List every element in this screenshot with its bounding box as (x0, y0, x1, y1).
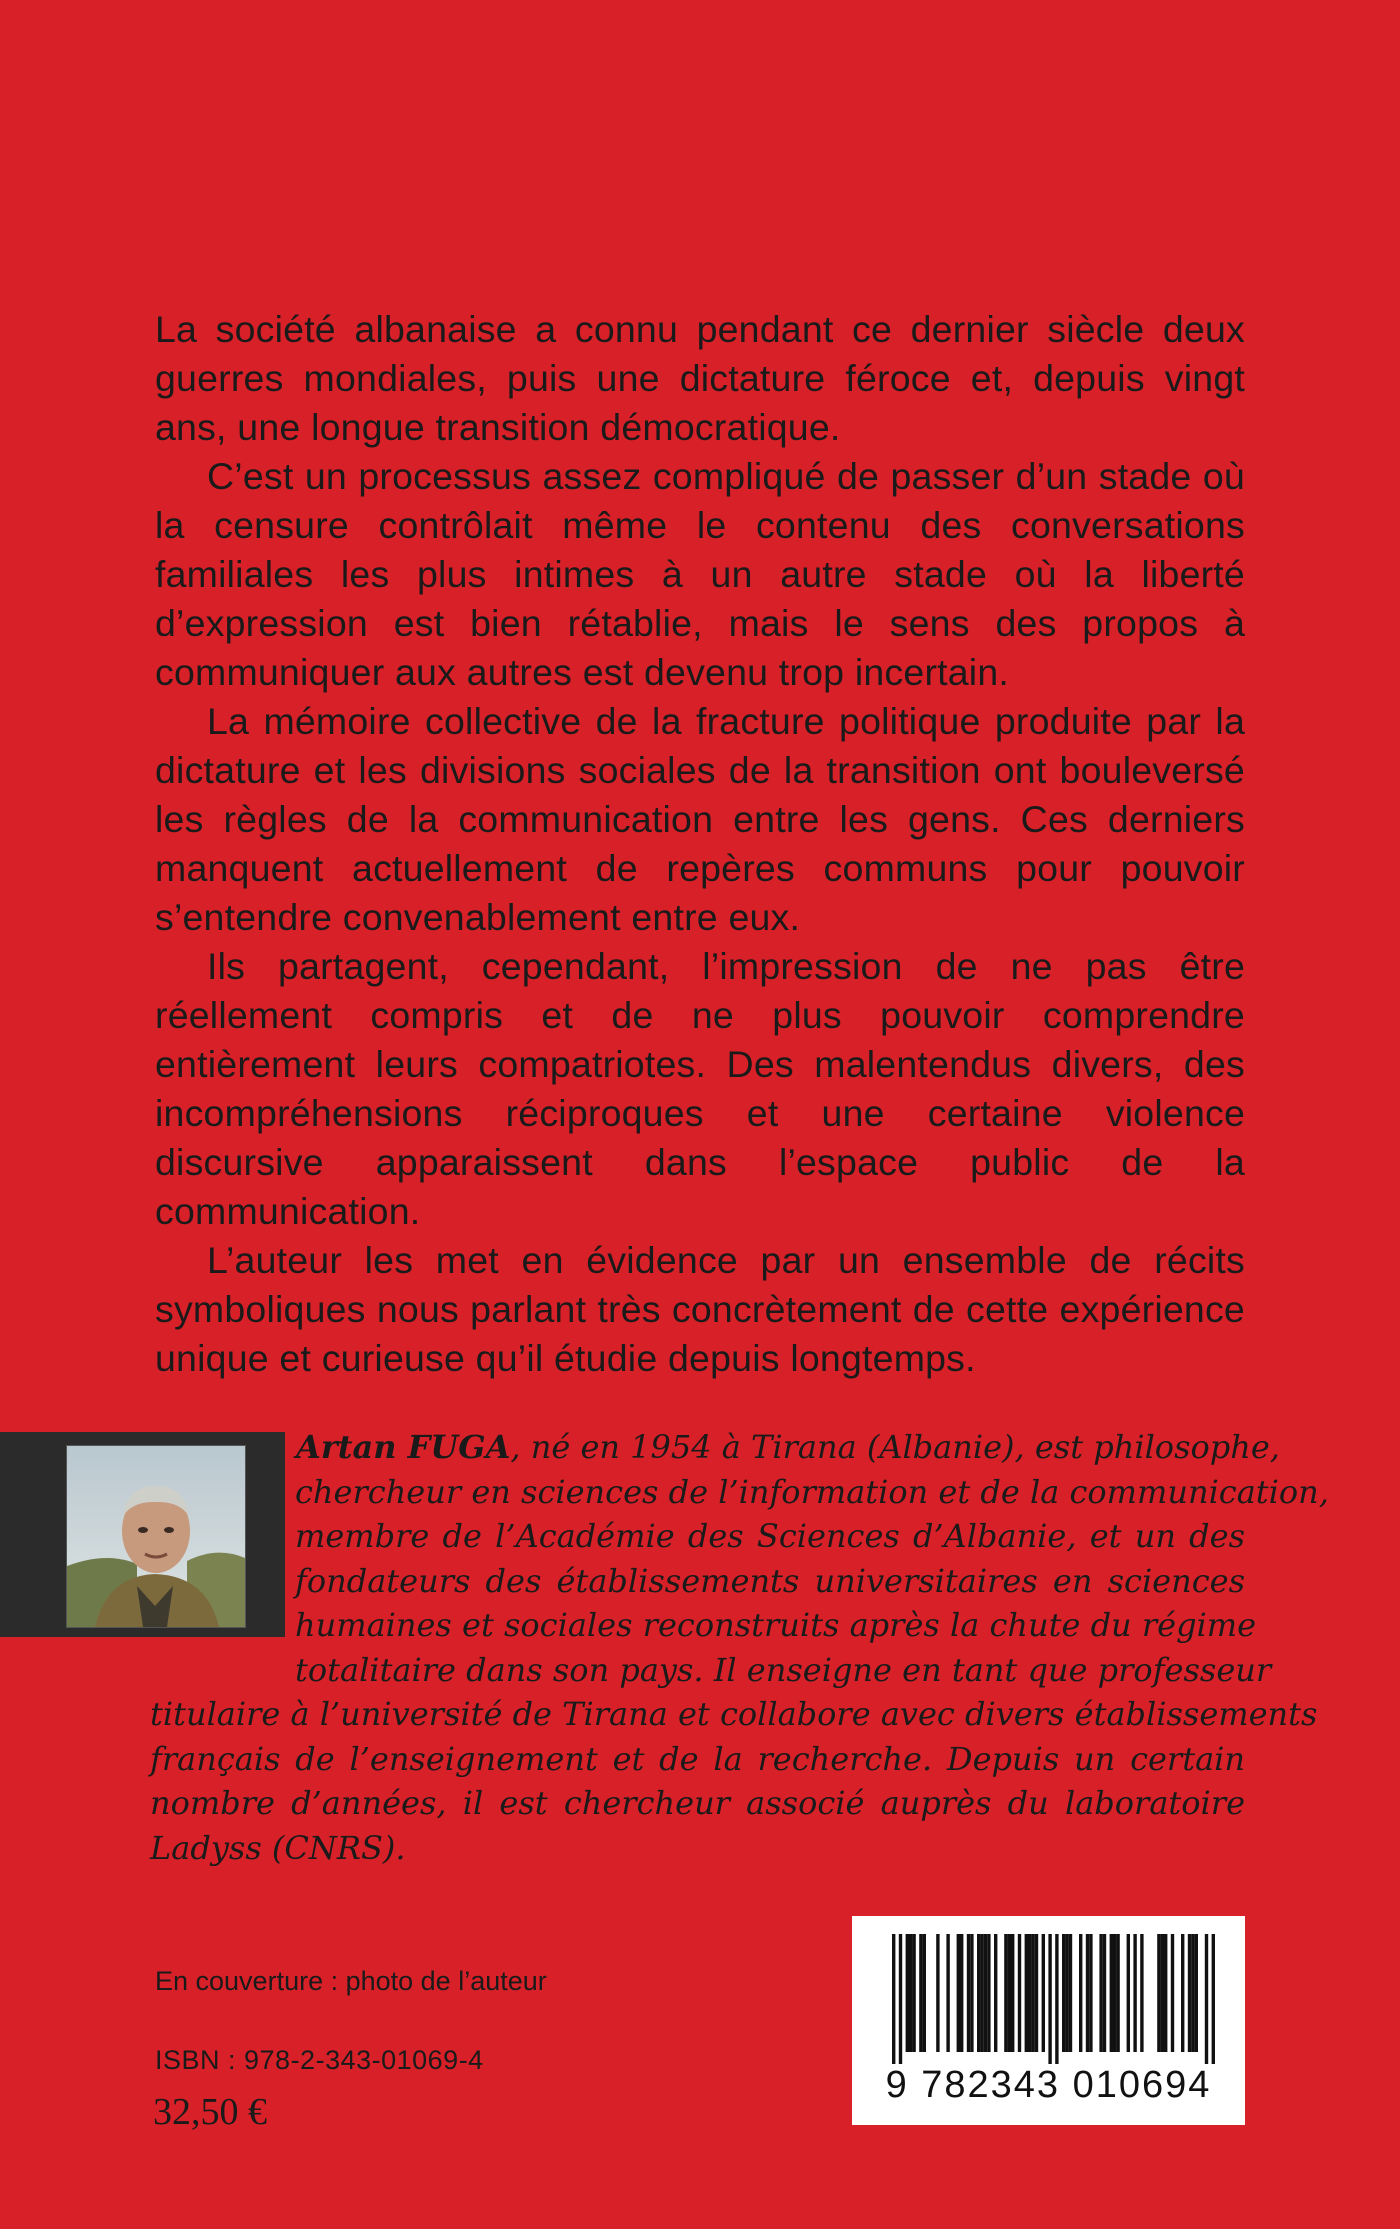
barcode-bar (1099, 1934, 1102, 2052)
barcode-bar (984, 1934, 987, 2052)
barcode-bar (1164, 1934, 1167, 2052)
summary-paragraph-2: C’est un processus assez compliqué de passer d’un stade où la censure contrôlait même le contenu des conversations familiales les plus intimes à un autre stade où la liberté d’expression est bien rétablie, mais le sens des propos à communiquer aux autres est devenu trop incertain. (155, 455, 1245, 693)
barcode-bar (1035, 1934, 1038, 2052)
barcode-bar (1161, 1934, 1164, 2052)
barcode-bar (1089, 1934, 1092, 2052)
summary-paragraph-3: La mémoire collective de la fracture politique produite par la dictature et les divisions sociales de la transition ont bouleversé les règles de la communication entre les gens. Ces derniers manquent actuellement de repères communs pour pouvoir s’entendre convenablement entre eux. (155, 700, 1245, 938)
barcode-bar (1127, 1934, 1130, 2052)
summary-paragraph-4: Ils partagent, cependant, l’impression de ne pas être réellement compris et de ne plus pouvoir comprendre entièrement leurs compatriotes. Des malentendus divers, des incompréhensions réciproques et une certaine violence discursive apparaissent dans l’espace public de la communication. (155, 945, 1245, 1232)
barcode-bar (1086, 1934, 1089, 2052)
barcode-digits: 9 782343 010694 (885, 2064, 1212, 2106)
barcode-bar (994, 1934, 997, 2052)
barcode-bar (1110, 1934, 1113, 2052)
barcode-bar (1011, 1934, 1014, 2052)
bio-line-9: nombre d’années, il est chercheur associé auprès du laboratoire (150, 1784, 1245, 1822)
barcode-bar (1048, 1934, 1051, 2064)
barcode-bar (970, 1934, 973, 2052)
barcode-bar (1028, 1934, 1031, 2052)
bio-line-1: Artan FUGA, né en 1954 à Tirana (Albanie), est philosophe, (296, 1428, 1280, 1466)
barcode-bar (1157, 1934, 1160, 2052)
barcode-bar (1031, 1934, 1034, 2052)
bio-line-7: titulaire à l’université de Tirana et collabore avec divers établissements (150, 1695, 1318, 1733)
barcode-bar (960, 1934, 963, 2052)
barcode-bar (1025, 1934, 1028, 2052)
bio-line-2: chercheur en sciences de l’information et de la communication, (295, 1472, 1329, 1511)
bio-line-10: Ladyss (CNRS). (150, 1828, 406, 1867)
barcode-bar (1004, 1934, 1007, 2052)
barcode-bar (1116, 1934, 1119, 2052)
barcode-bar (1140, 1934, 1143, 2052)
barcode (852, 1916, 1245, 2125)
barcode-bar (919, 1934, 922, 2052)
barcode-bar (906, 1934, 909, 2052)
barcode-bar (1062, 1934, 1065, 2052)
barcode-bar (980, 1934, 983, 2052)
barcode-bar (1079, 1934, 1082, 2052)
barcode-bar (936, 1934, 939, 2052)
barcode-bar (1205, 1934, 1208, 2064)
bio-line-4: fondateurs des établissements universitaires en sciences (295, 1561, 1245, 1600)
barcode-bar (892, 1934, 895, 2064)
barcode-bar (1008, 1934, 1011, 2052)
barcode-bar (912, 1934, 915, 2052)
barcode-bar (957, 1934, 960, 2052)
isbn-label: ISBN : 978-2-343-01069-4 (155, 2045, 484, 2075)
barcode-bar (1018, 1934, 1021, 2052)
barcode-bar (946, 1934, 949, 2052)
bio-line-8: français de l’enseignement et de la recherche. Depuis un certain (150, 1739, 1245, 1778)
barcode-bar (1191, 1934, 1194, 2052)
author-biography (150, 1425, 1329, 1870)
barcode-bar (967, 1934, 970, 2052)
summary-paragraph-5: L’auteur les met en évidence par un ensemble de récits symboliques nous parlant très concrètement de cette expérience unique et curieuse qu’il étudie depuis longtemps. (155, 1239, 1245, 1379)
barcode-bar (909, 1934, 912, 2052)
barcode-bar (1069, 1934, 1072, 2052)
barcode-bar (1103, 1934, 1106, 2052)
barcode-bar (1171, 1934, 1174, 2052)
bio-line-6: totalitaire dans son pays. Il enseigne en tant que professeur (295, 1650, 1272, 1689)
back-cover-summary (155, 305, 1245, 1383)
barcode-bar (923, 1934, 926, 2052)
barcode-bar (1212, 1934, 1215, 2064)
barcode-bar (1055, 1934, 1058, 2064)
cover-photo-credit: En couverture : photo de l’auteur (155, 1966, 547, 1996)
bio-line-5: humaines et sociales reconstruits après la chute du régime (295, 1606, 1257, 1644)
barcode-bar (1133, 1934, 1136, 2052)
summary-paragraph-1: La société albanaise a connu pendant ce dernier siècle deux guerres mondiales, puis une dictature féroce et, depuis vingt ans, une longue transition démocratique. (155, 308, 1245, 448)
barcode-bar (1065, 1934, 1068, 2052)
barcode-bar (1188, 1934, 1191, 2052)
barcode-bar (987, 1934, 990, 2052)
author-name: Artan FUGA (296, 1428, 511, 1466)
barcode-bar (1181, 1934, 1184, 2052)
barcode-bar (977, 1934, 980, 2052)
barcode-bars (852, 1916, 1245, 2066)
barcode-bar (899, 1934, 902, 2064)
barcode-bar (1042, 1934, 1045, 2052)
bio-line-3: membre de l’Académie des Sciences d’Albanie, et un des (295, 1517, 1245, 1555)
barcode-bar (1195, 1934, 1198, 2052)
barcode-bar (1113, 1934, 1116, 2052)
price-label: 32,50 € (153, 2091, 267, 2133)
